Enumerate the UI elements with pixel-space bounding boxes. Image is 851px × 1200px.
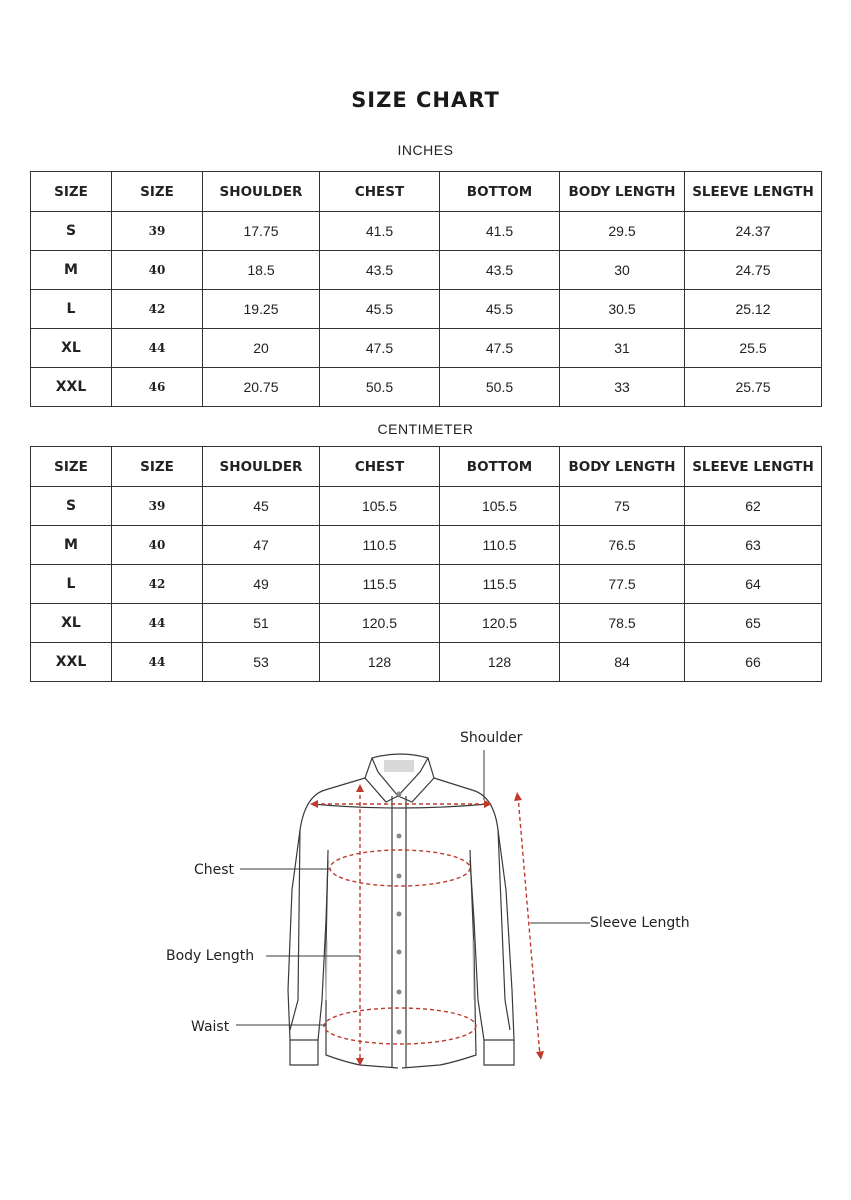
- inches-table-cell: XL: [31, 329, 112, 368]
- inches-table-cell: 46: [112, 368, 203, 407]
- centimeter-table-cell: 39: [112, 487, 203, 526]
- inches-table-cell: 50.5: [440, 368, 560, 407]
- inches-table-cell: L: [31, 290, 112, 329]
- centimeter-table-cell: 110.5: [440, 526, 560, 565]
- centimeter-table-cell: 105.5: [440, 487, 560, 526]
- inches-table-row: [31, 368, 822, 407]
- waist-label: Waist: [191, 1019, 230, 1035]
- centimeter-table-row: [31, 604, 822, 643]
- page-title: SIZE CHART: [351, 88, 500, 112]
- centimeter-table: [30, 446, 822, 682]
- inches-header-cell: CHEST: [320, 172, 440, 212]
- inches-table-cell: 44: [112, 329, 203, 368]
- centimeter-table-row: [31, 487, 822, 526]
- shirt-measurement-diagram: [0, 700, 851, 1120]
- inches-table-cell: 41.5: [440, 212, 560, 251]
- centimeter-table-cell: 62: [685, 487, 822, 526]
- centimeter-table-cell: 63: [685, 526, 822, 565]
- inches-table-cell: 24.75: [685, 251, 822, 290]
- centimeter-label: CENTIMETER: [377, 421, 474, 437]
- inches-header-cell: BOTTOM: [440, 172, 560, 212]
- centimeter-table-row: [31, 643, 822, 682]
- inches-header-cell: BODY LENGTH: [560, 172, 685, 212]
- centimeter-table-cell: 105.5: [320, 487, 440, 526]
- shirt-illustration: [0, 700, 851, 1120]
- inches-table-cell: 20: [203, 329, 320, 368]
- centimeter-table-cell: 78.5: [560, 604, 685, 643]
- centimeter-table-cell: 42: [112, 565, 203, 604]
- inches-table-row: [31, 212, 822, 251]
- inches-header-cell: SIZE: [31, 172, 112, 212]
- inches-table-row: [31, 290, 822, 329]
- chest-guide: [330, 850, 470, 886]
- centimeter-table-cell: 128: [440, 643, 560, 682]
- inches-table-cell: 33: [560, 368, 685, 407]
- inches-table-cell: 47.5: [320, 329, 440, 368]
- inches-table-cell: 50.5: [320, 368, 440, 407]
- inches-table-cell: 25.75: [685, 368, 822, 407]
- centimeter-table-cell: 53: [203, 643, 320, 682]
- inches-table-cell: S: [31, 212, 112, 251]
- inches-table-cell: 40: [112, 251, 203, 290]
- inches-header-cell: SIZE: [112, 172, 203, 212]
- centimeter-table-cell: 44: [112, 604, 203, 643]
- label-leader-lines: [236, 750, 590, 1025]
- centimeter-table-cell: 120.5: [320, 604, 440, 643]
- inches-table-cell: 47.5: [440, 329, 560, 368]
- centimeter-table-cell: L: [31, 565, 112, 604]
- centimeter-table-cell: 76.5: [560, 526, 685, 565]
- inches-table-cell: 25.5: [685, 329, 822, 368]
- centimeter-header-cell: SLEEVE LENGTH: [685, 447, 822, 487]
- centimeter-table-cell: 45: [203, 487, 320, 526]
- inches-table-cell: 30: [560, 251, 685, 290]
- centimeter-table-cell: XL: [31, 604, 112, 643]
- inches-table-cell: 43.5: [320, 251, 440, 290]
- inches-table-cell: 24.37: [685, 212, 822, 251]
- centimeter-table-cell: 110.5: [320, 526, 440, 565]
- centimeter-header-row: [31, 447, 822, 487]
- inches-table-cell: 41.5: [320, 212, 440, 251]
- centimeter-header-cell: SHOULDER: [203, 447, 320, 487]
- inches-table-cell: 18.5: [203, 251, 320, 290]
- inches-table-cell: 19.25: [203, 290, 320, 329]
- centimeter-table-cell: 120.5: [440, 604, 560, 643]
- body-length-label: Body Length: [166, 948, 255, 964]
- centimeter-table-cell: 75: [560, 487, 685, 526]
- centimeter-table-row: [31, 526, 822, 565]
- inches-table-cell: 31: [560, 329, 685, 368]
- centimeter-header-cell: SIZE: [112, 447, 203, 487]
- centimeter-table-cell: 40: [112, 526, 203, 565]
- inches-table-cell: 30.5: [560, 290, 685, 329]
- centimeter-header-cell: BOTTOM: [440, 447, 560, 487]
- centimeter-table-cell: 115.5: [440, 565, 560, 604]
- centimeter-table-cell: 66: [685, 643, 822, 682]
- centimeter-table-cell: 115.5: [320, 565, 440, 604]
- centimeter-table-cell: 64: [685, 565, 822, 604]
- sleeve-length-label: Sleeve Length: [590, 915, 690, 931]
- inches-table-cell: 39: [112, 212, 203, 251]
- inches-table-cell: 25.12: [685, 290, 822, 329]
- centimeter-table-cell: 128: [320, 643, 440, 682]
- centimeter-table-cell: 51: [203, 604, 320, 643]
- inches-header-row: [31, 172, 822, 212]
- centimeter-table-cell: S: [31, 487, 112, 526]
- inches-table-cell: 29.5: [560, 212, 685, 251]
- inches-table: [30, 171, 822, 407]
- centimeter-table-row: [31, 565, 822, 604]
- centimeter-table-cell: 84: [560, 643, 685, 682]
- inches-table-cell: 43.5: [440, 251, 560, 290]
- centimeter-table-cell: 44: [112, 643, 203, 682]
- inches-table-cell: 45.5: [320, 290, 440, 329]
- waist-guide: [324, 1008, 476, 1044]
- centimeter-table-cell: 47: [203, 526, 320, 565]
- inches-table-cell: XXL: [31, 368, 112, 407]
- chest-label: Chest: [194, 862, 235, 878]
- inches-table-cell: 20.75: [203, 368, 320, 407]
- measurement-guides: [314, 788, 540, 1062]
- centimeter-table-cell: 49: [203, 565, 320, 604]
- inches-label: INCHES: [397, 142, 454, 158]
- centimeter-table-cell: M: [31, 526, 112, 565]
- sleeve-length-guide: [518, 796, 540, 1056]
- centimeter-table-cell: 65: [685, 604, 822, 643]
- inches-table-cell: 17.75: [203, 212, 320, 251]
- inches-table-cell: M: [31, 251, 112, 290]
- inches-table-cell: 42: [112, 290, 203, 329]
- shirt-buttons: [397, 792, 402, 1035]
- centimeter-table-cell: XXL: [31, 643, 112, 682]
- centimeter-header-cell: BODY LENGTH: [560, 447, 685, 487]
- inches-header-cell: SHOULDER: [203, 172, 320, 212]
- inches-table-row: [31, 329, 822, 368]
- inches-header-cell: SLEEVE LENGTH: [685, 172, 822, 212]
- centimeter-table-cell: 77.5: [560, 565, 685, 604]
- centimeter-header-cell: SIZE: [31, 447, 112, 487]
- shirt-outline: [288, 754, 514, 1068]
- inches-table-cell: 45.5: [440, 290, 560, 329]
- inches-table-row: [31, 251, 822, 290]
- shoulder-label: Shoulder: [460, 730, 523, 746]
- centimeter-header-cell: CHEST: [320, 447, 440, 487]
